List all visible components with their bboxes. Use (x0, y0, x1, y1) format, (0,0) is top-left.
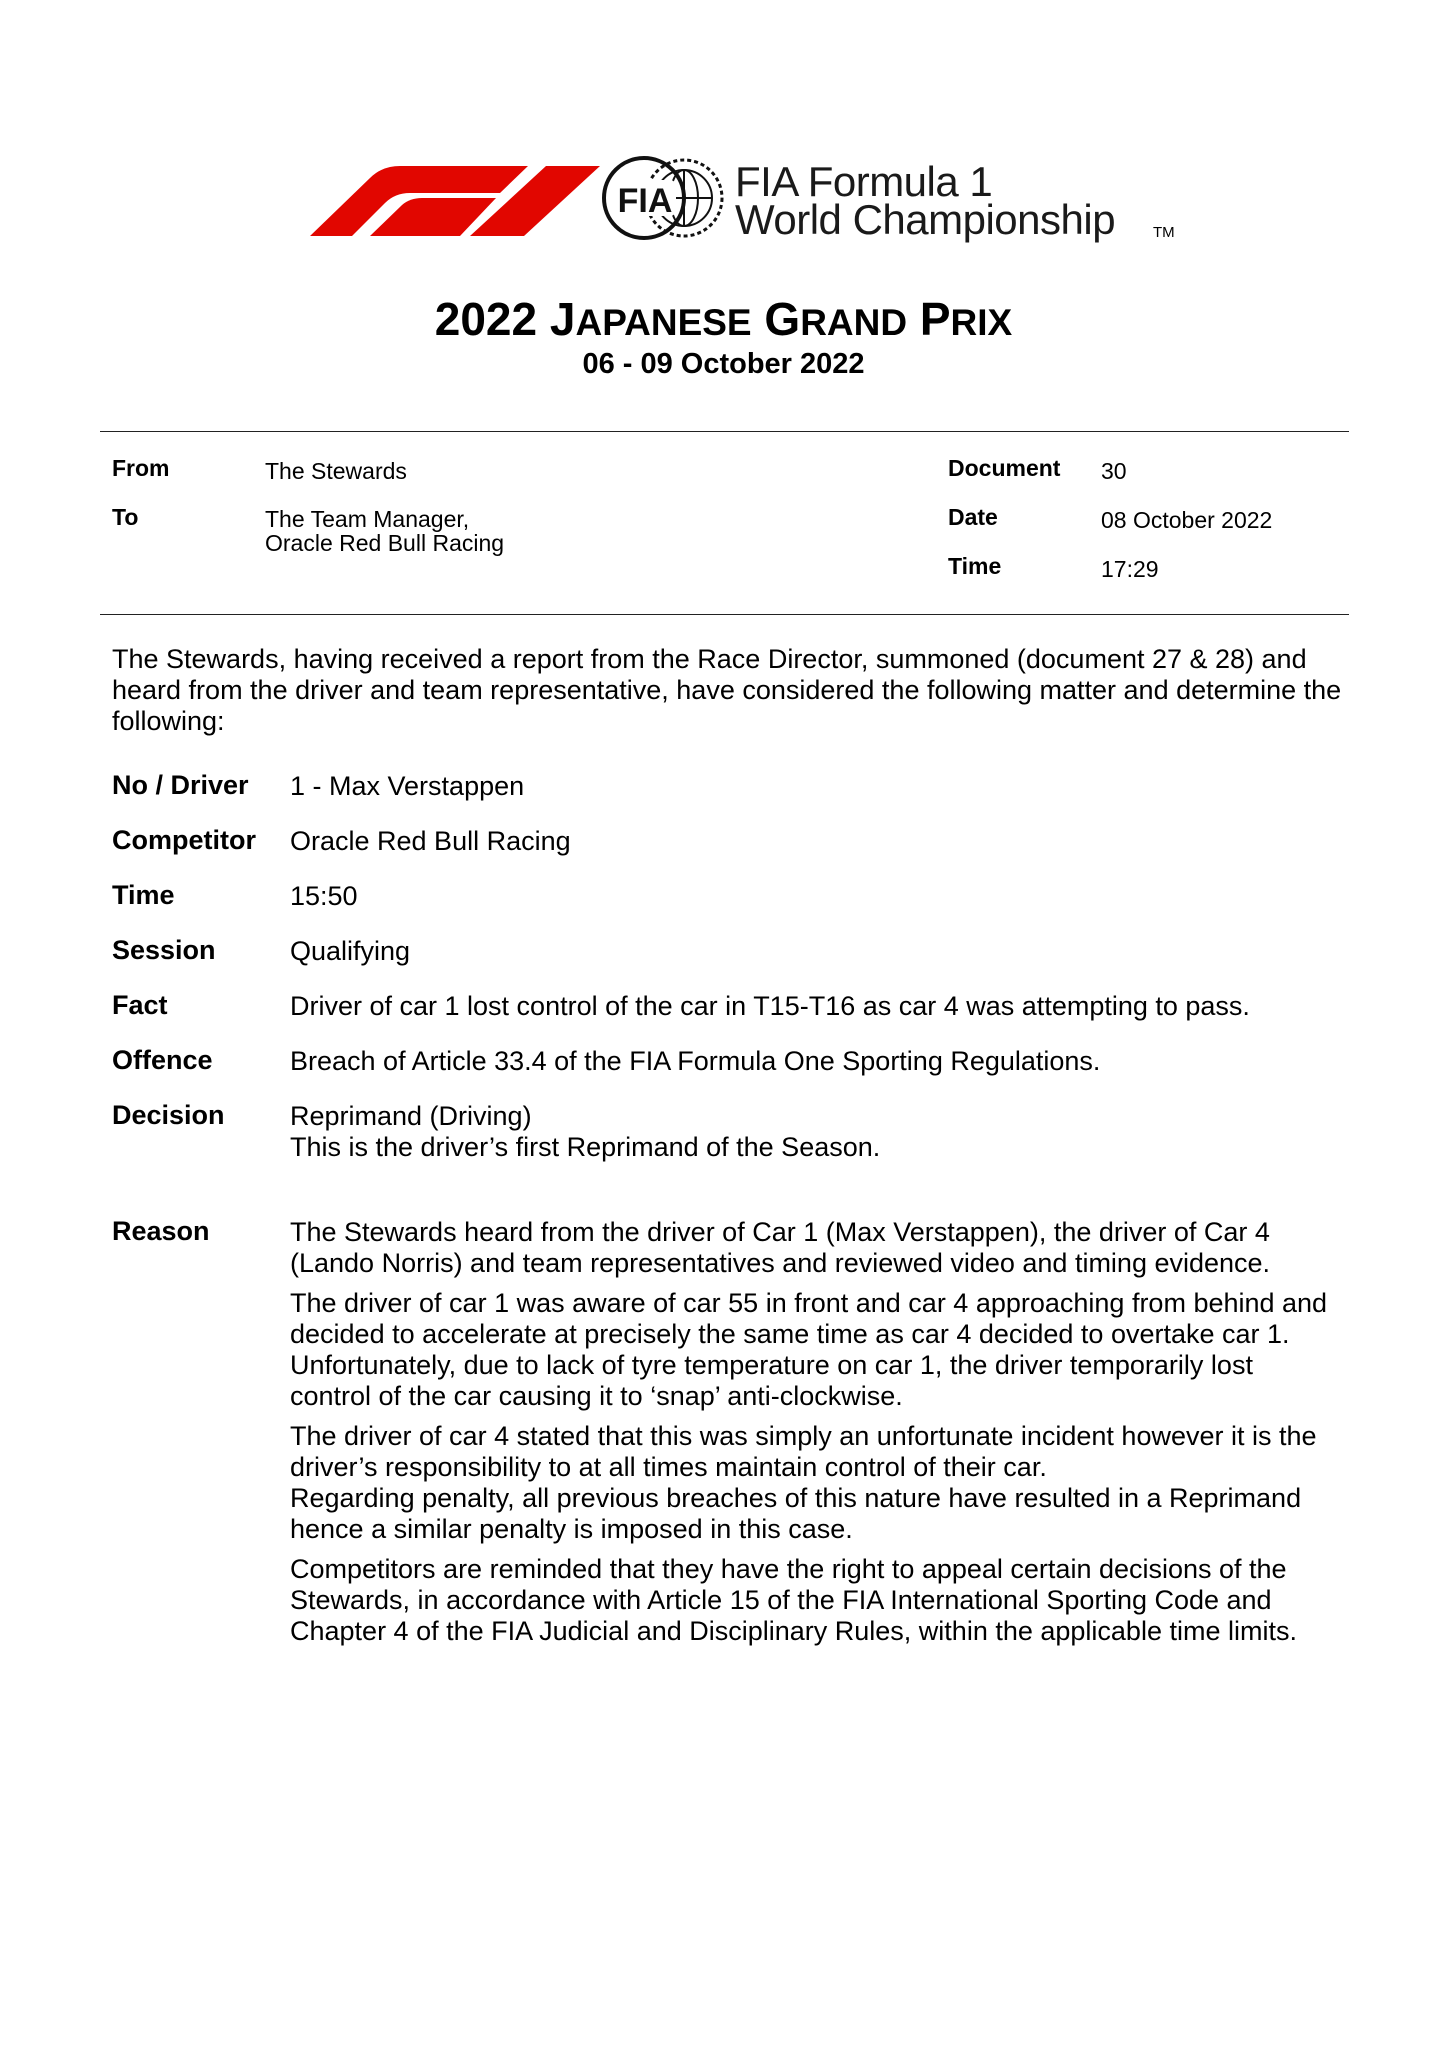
session-time-label: Time (112, 880, 175, 910)
decision-label: Decision (112, 1100, 225, 1130)
from-label: From (112, 455, 170, 481)
event-dates: 06 - 09 October 2022 (582, 348, 865, 380)
session-time-value: 15:50 (290, 881, 358, 911)
document-label: Document (948, 455, 1061, 481)
document-value: 30 (1101, 458, 1127, 484)
f1-logo (300, 158, 610, 238)
reason-paragraph-1: The Stewards heard from the driver of Car 1 (Max Verstappen), the driver of Car 4 (Lando Norris) and team representatives and reviewed video and timing evidence. (290, 1217, 1271, 1278)
to-value-line1: The Team Manager, (265, 506, 470, 532)
from-value: The Stewards (265, 458, 407, 484)
title-word-grand: GRAND (764, 293, 908, 345)
to-value-line2: Oracle Red Bull Racing (265, 530, 505, 556)
reason-body (290, 1217, 1340, 1656)
fact-label: Fact (112, 990, 168, 1020)
divider-bottom (100, 614, 1349, 615)
fact-value: Driver of car 1 lost control of the car in T15-T16 as car 4 was attempting to pass. (290, 991, 1250, 1021)
session-label: Session (112, 935, 216, 965)
driver-label: No / Driver (112, 770, 249, 800)
reason-label: Reason (112, 1216, 210, 1246)
title-word-japanese: JAPANESE (549, 293, 752, 345)
title-word-prix: PRIX (919, 293, 1013, 345)
fia-logo-text: FIA (617, 182, 673, 220)
brand-line-1: FIA Formula 1 (735, 158, 993, 205)
divider-top (100, 431, 1349, 432)
page-title (0, 292, 1447, 346)
offence-label: Offence (112, 1045, 213, 1075)
date-value: 08 October 2022 (1101, 507, 1273, 533)
decision-line2: This is the driver’s first Reprimand of the Season. (290, 1132, 881, 1162)
time-label: Time (948, 553, 1002, 579)
fia-emblem-icon (596, 152, 726, 244)
decision-line1: Reprimand (Driving) (290, 1101, 532, 1131)
reason-paragraph-3a: The driver of car 4 stated that this was simply an unfortunate incident however it is the driver’s responsibility to at all times maintain control of their car. (290, 1421, 1317, 1482)
reason-paragraph-4: Competitors are reminded that they have the right to appeal certain decisions of the Stewards, in accordance with Article 15 of the FIA International Sporting Code and Chapter 4 of the FIA Judicial and Disciplinary Rules, within the applicable time limits. (290, 1554, 1297, 1646)
to-label: To (112, 504, 139, 530)
date-label: Date (948, 504, 998, 530)
time-value: 17:29 (1101, 556, 1159, 582)
brand-line-2: World Championship (735, 196, 1116, 243)
reason-paragraph-2: The driver of car 1 was aware of car 55 in front and car 4 approaching from behind and decided to accelerate at precisely the same time as car 4 decided to overtake car 1. Unfortunately, due to lack of tyre temperature on car 1, the driver temporarily lost control of the car causing it to ‘snap’ anti-clockwise. (290, 1288, 1328, 1411)
competitor-value: Oracle Red Bull Racing (290, 826, 571, 856)
competitor-label: Competitor (112, 825, 256, 855)
brand-trademark: TM (1153, 224, 1175, 241)
decision-value (290, 1101, 1340, 1163)
offence-value: Breach of Article 33.4 of the FIA Formula One Sporting Regulations. (290, 1046, 1101, 1076)
session-value: Qualifying (290, 936, 411, 966)
driver-value: 1 - Max Verstappen (290, 771, 525, 801)
title-year: 2022 (434, 293, 538, 345)
reason-paragraph-3b: Regarding penalty, all previous breaches of this nature have resulted in a Reprimand hence a similar penalty is imposed in this case. (290, 1483, 1302, 1544)
intro-paragraph: The Stewards, having received a report from the Race Director, summoned (document 27 & 28) and heard from the driver and team representative, have considered the following matter and determine the following: (112, 644, 1342, 736)
to-value (265, 507, 504, 555)
